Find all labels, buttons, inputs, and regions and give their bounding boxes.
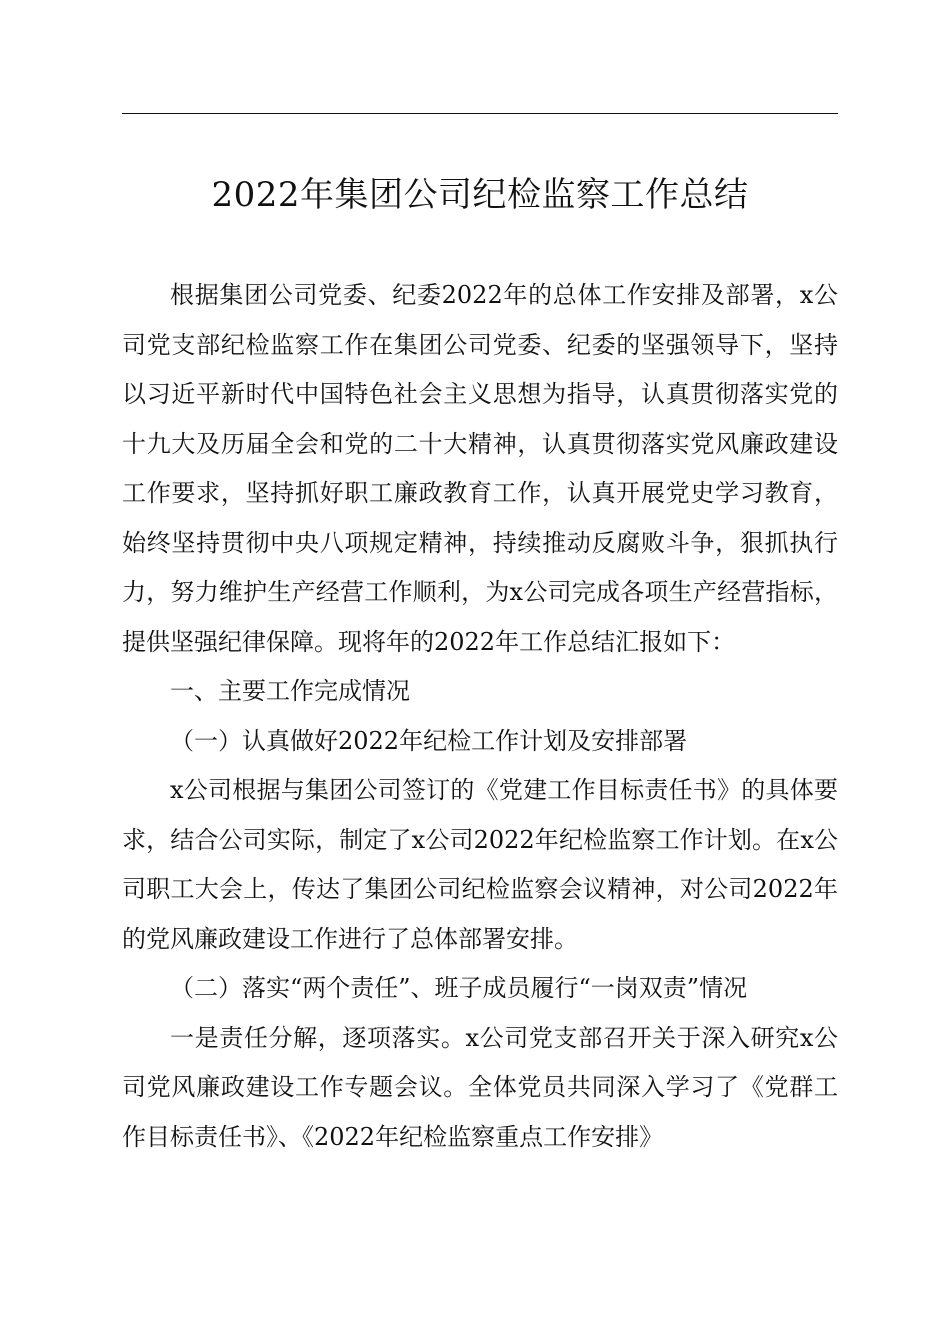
paragraph-responsibility: 一是责任分解，逐项落实。x公司党支部召开关于深入研究x公司党风廉政建设工作专题会议。全体党员共同深入学习了《党群工作目标责任书》、《2022年纪检监察重点工作安排》 xyxy=(122,1023,838,1151)
paragraph-plan: x公司根据与集团公司签订的《党建工作目标责任书》的具体要求，结合公司实际，制定了x公司2022年纪检监察工作计划。在x公司职工大会上，传达了集团公司纪检监察会议精神，对公司2022年的党风廉政建设工作进行了总体部署安排。 xyxy=(122,776,838,953)
subsection-heading-responsibility: （二）落实“两个责任”、班子成员履行“一岗双责”情况 xyxy=(170,974,748,1002)
subsection-heading-plan: （一）认真做好2022年纪检工作计划及安排部署 xyxy=(170,726,688,755)
section-heading-main-work: 一、主要工作完成情况 xyxy=(170,677,410,705)
document-title: 2022年集团公司纪检监察工作总结 xyxy=(211,175,749,215)
header-rule xyxy=(122,113,838,114)
document-body xyxy=(122,271,838,1162)
paragraph-intro: 根据集团公司党委、纪委2022年的总体工作安排及部署，x公司党支部纪检监察工作在集团公司党委、纪委的坚强领导下，坚持以习近平新时代中国特色社会主义思想为指导，认真贯彻落实党的十九大及历届全会和党的二十大精神，认真贯彻落实党风廉政建设工作要求，坚持抓好职工廉政教育工作，认真开展党史学习教育，始终坚持贯彻中央八项规定精神，持续推动反腐败斗争，狠抓执行力，努力维护生产经营工作顺利，为x公司完成各项生产经营指标，提供坚强纪律保障。现将年的2022年工作总结汇报如下： xyxy=(122,281,838,656)
